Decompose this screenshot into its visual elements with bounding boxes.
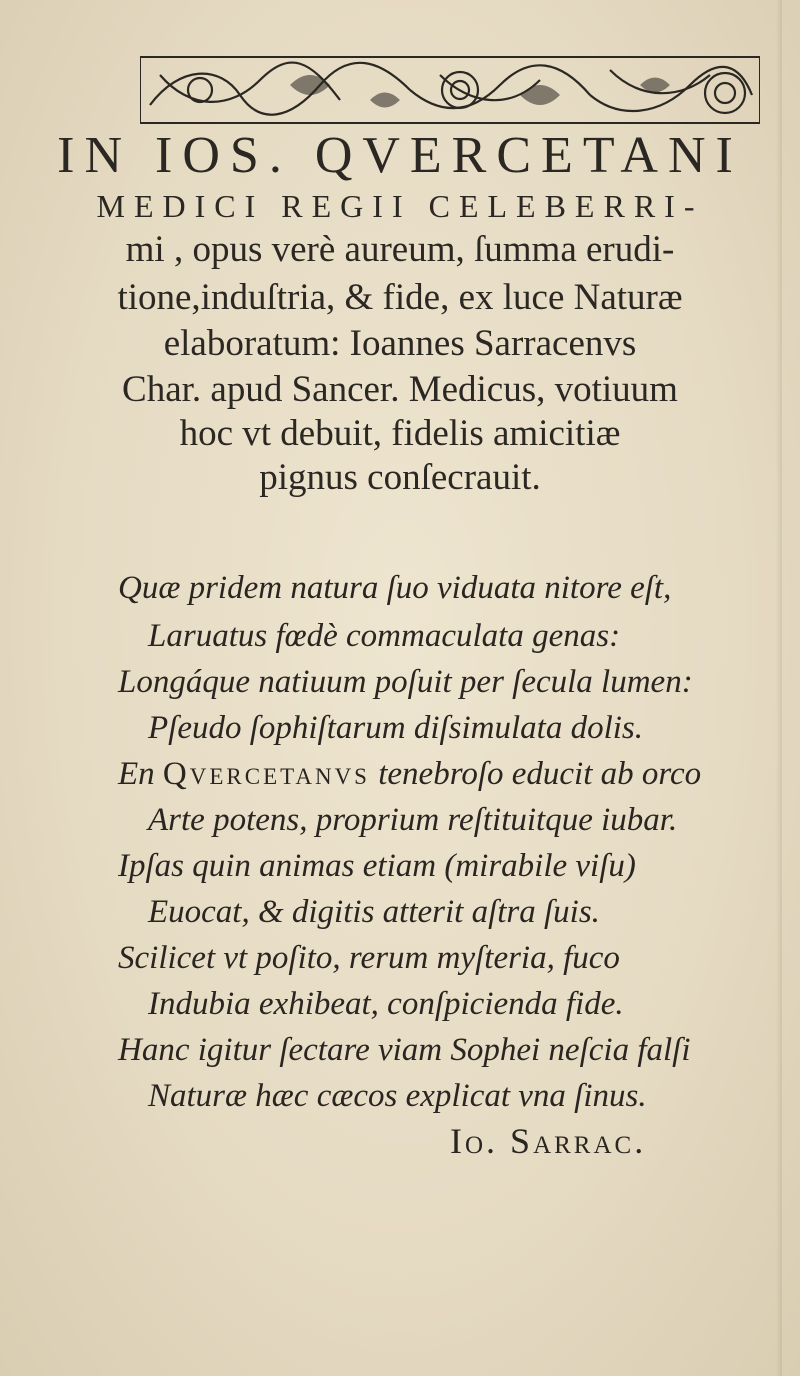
verse-line-9: Scilicet vt poſito, rerum myſteria, fuco [118,940,620,976]
verse-line-7: Ipſas quin animas etiam (mirabile viſu) [118,848,636,884]
author-signature: Io. Sarrac. [450,1121,647,1161]
heading-line-1: MEDICI REGII CELEBERRI- [96,188,704,224]
heading-line-2: mi , opus verè aureum, ſumma erudi- [125,229,675,270]
heading-line-7: pignus conſecrauit. [259,457,541,498]
heading-line-6: hoc vt debuit, fidelis amicitiæ [179,413,621,454]
heading-line-4: elaboratum: Ioannes Sarracenvs [163,323,637,364]
verse-name-quercetanus: Qvercetanvs [162,756,370,792]
page-edge-shadow [776,0,782,1376]
verse-line-8: Euocat, & digitis atterit aſtra ſuis. [148,894,600,930]
verse-word-en: En [118,756,155,792]
verse-line-5-rest: tenebroſo educit ab orco [378,756,702,792]
verse-line-1: Quæ pridem natura ſuo viduata nitore eſt, [118,570,672,606]
verse-line-2: Laruatus fœdè commaculata genas: [148,618,621,654]
verse-line-4: Pſeudo ſophiſtarum diſsimulata dolis. [148,710,644,746]
heading-line-5: Char. apud Sancer. Medicus, votiuum [122,369,678,410]
verse-line-12: Naturæ hæc cæcos explicat vna ſinus. [148,1078,647,1114]
verse-line-11: Hanc igitur ſectare viam Sophei neſcia falſi [118,1032,691,1068]
page-title: IN IOS. QVERCETANI [57,127,743,184]
verse-line-5 [118,756,701,793]
verse-line-10: Indubia exhibeat, conſpicienda fide. [148,986,624,1022]
verse-line-3: Longáque natiuum poſuit per ſecula lumen: [118,664,693,700]
heading-line-3: tione,induſtria, & fide, ex luce Naturæ [117,277,683,318]
headpiece-ornament [140,55,760,125]
verse-line-6: Arte potens, proprium reſtituitque iubar. [148,802,678,838]
